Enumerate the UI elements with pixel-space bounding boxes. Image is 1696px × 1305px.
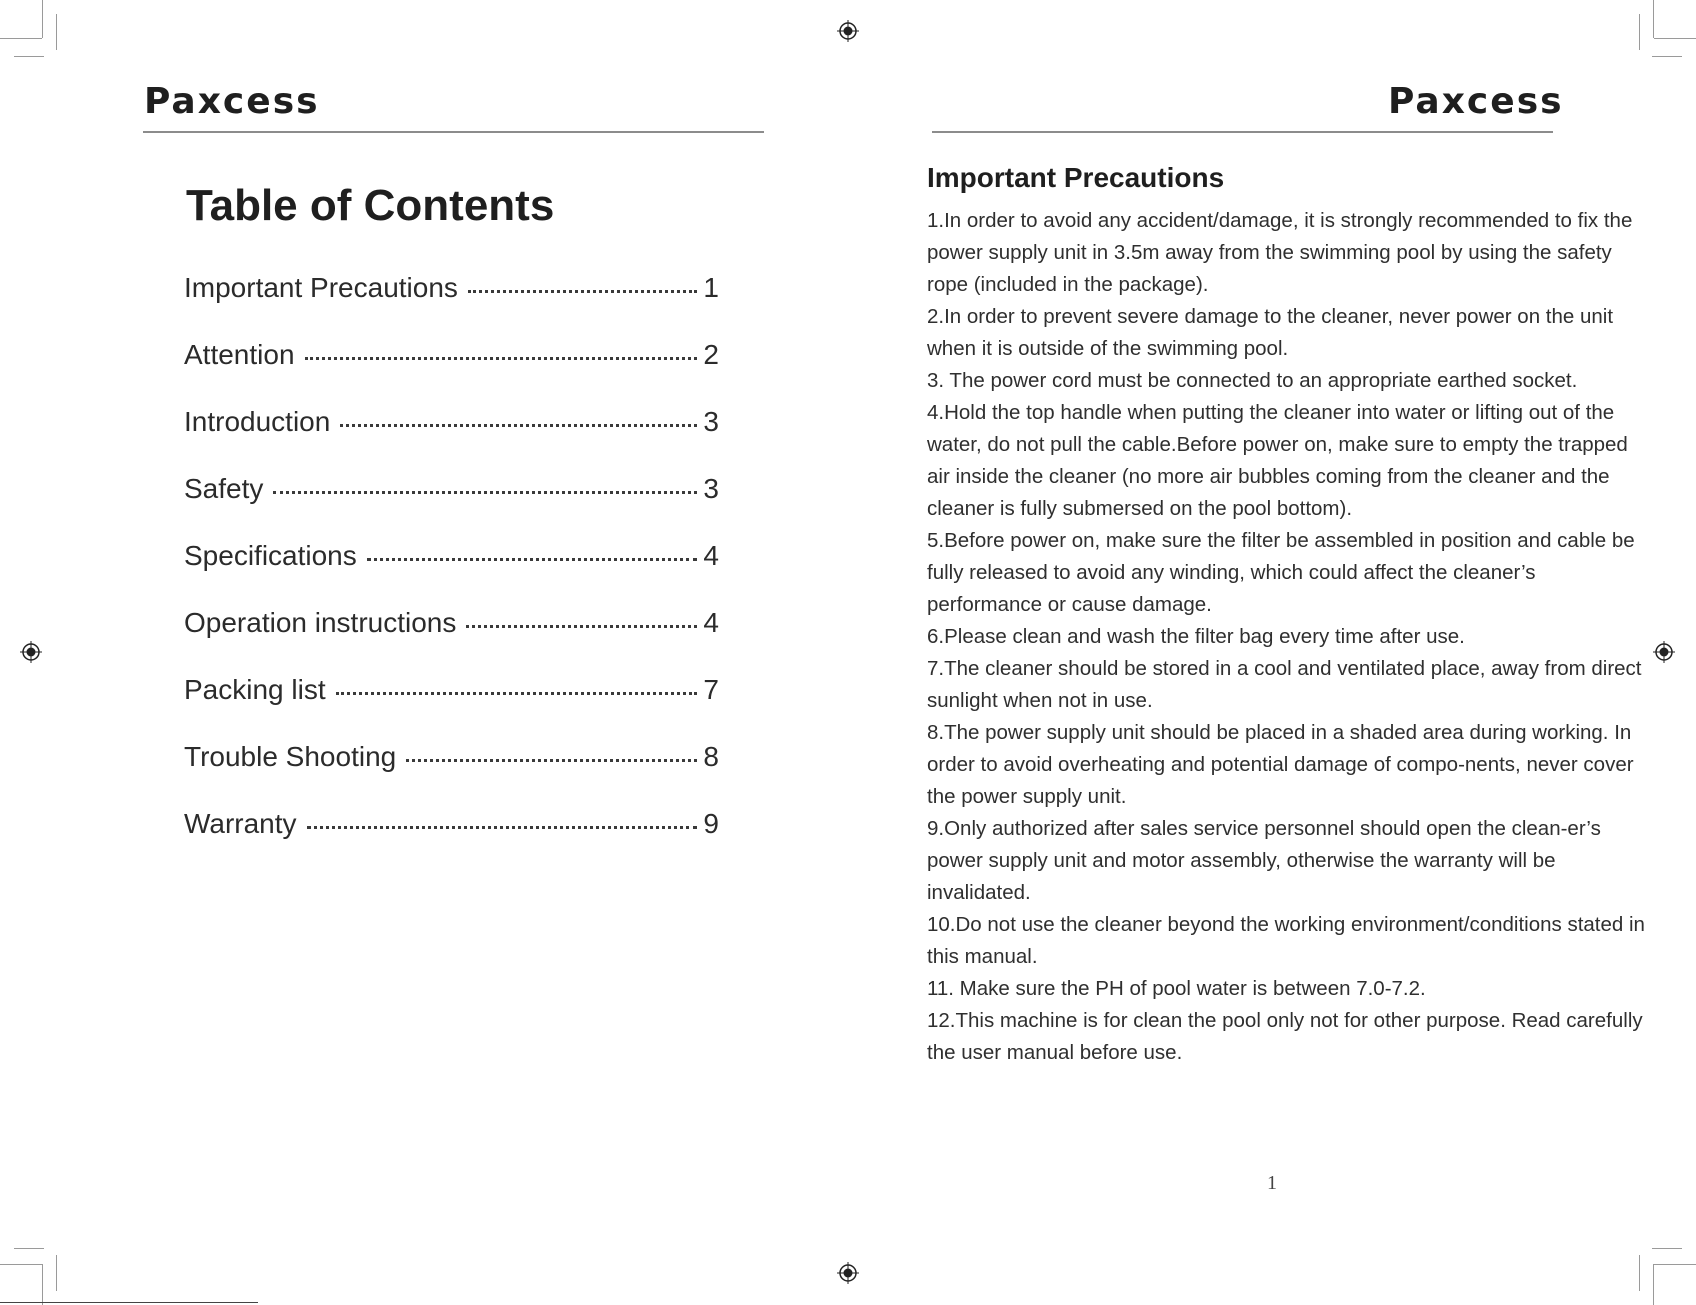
toc-entry-label: Attention [184,339,295,370]
header-rule [143,131,764,133]
precaution-item: 6.Please clean and wash the filter bag every time after use. [927,625,1465,648]
toc-entry [184,406,719,473]
toc-entry-label: Packing list [184,674,326,705]
toc-entry-label: Safety [184,473,264,504]
toc-entry-page: 1 [703,272,719,303]
precaution-item: 7.The cleaner should be stored in a cool and ventilated place, away from direct sunlight when not in use. [927,657,1642,712]
toc-entry [184,808,719,875]
toc-entry [184,339,719,406]
toc-entry-label: Operation instructions [184,607,457,638]
toc-entry-page: 8 [703,741,719,772]
page-number: 1 [1267,1172,1277,1194]
dot-leader [340,404,697,427]
toc-entry-page: 2 [703,339,719,370]
toc-entry-page: 3 [703,406,719,437]
toc-entry [184,473,719,540]
right-page [848,0,1696,1305]
precaution-item: 11. Make sure the PH of pool water is between 7.0-7.2. [927,977,1426,1000]
toc-entry-page: 4 [703,607,719,638]
toc-title: Table of Contents [186,181,555,230]
dot-leader [273,471,697,494]
dot-leader [336,672,697,695]
precaution-item: 12.This machine is for clean the pool only not for other purpose. Read carefully the user manual before use. [927,1009,1643,1064]
toc-entry [184,741,719,808]
precaution-item: 4.Hold the top handle when putting the cleaner into water or lifting out of the water, do not pull the cable.Before power on, make sure to empty the trapped air inside the cleaner (no more air bubbles coming from the cleaner and the cleaner is fully submersed on the pool bottom). [927,401,1628,520]
toc-entry-label: Warranty [184,808,297,839]
toc-entry [184,540,719,607]
toc-entry-label: Introduction [184,406,331,437]
toc-entry [184,674,719,741]
precaution-item: 8.The power supply unit should be placed in a shaded area during working. In order to avoid overheating and potential damage of compo-nents, never cover the power supply unit. [927,721,1634,808]
toc-entry-page: 7 [703,674,719,705]
toc-entry-page: 9 [703,808,719,839]
toc-entry [184,607,719,674]
toc-entry-page: 4 [703,540,719,571]
precaution-item: 10.Do not use the cleaner beyond the working environment/conditions stated in this manual. [927,913,1645,968]
dot-leader [466,605,697,628]
precautions-list [927,205,1647,1069]
brand-logo: Paxcess [144,81,320,122]
toc-entry [184,272,719,339]
dot-leader [305,337,697,360]
toc-entry-page: 3 [703,473,719,504]
precaution-item: 1.In order to avoid any accident/damage, it is strongly recommended to fix the power supply unit in 3.5m away from the swimming pool by using the safety rope (included in the package). [927,209,1633,296]
toc-entry-label: Specifications [184,540,357,571]
brand-logo: Paxcess [1388,81,1564,122]
toc-entry-label: Important Precautions [184,272,458,303]
precaution-item: 9.Only authorized after sales service personnel should open the clean-er’s power supply unit and motor assembly, otherwise the warranty will be invalidated. [927,817,1601,904]
section-title: Important Precautions [927,162,1225,193]
dot-leader [307,806,697,829]
dot-leader [367,538,697,561]
dot-leader [406,739,697,762]
dot-leader [468,270,697,293]
header-rule [932,131,1553,133]
precaution-item: 2.In order to prevent severe damage to the cleaner, never power on the unit when it is outside of the swimming pool. [927,305,1614,360]
precaution-item: 3. The power cord must be connected to an appropriate earthed socket. [927,369,1578,392]
toc-entry-label: Trouble Shooting [184,741,397,772]
precaution-item: 5.Before power on, make sure the filter be assembled in position and cable be fully released to avoid any winding, which could affect the cleaner’s performance or cause damage. [927,529,1635,616]
toc-list [184,272,719,875]
